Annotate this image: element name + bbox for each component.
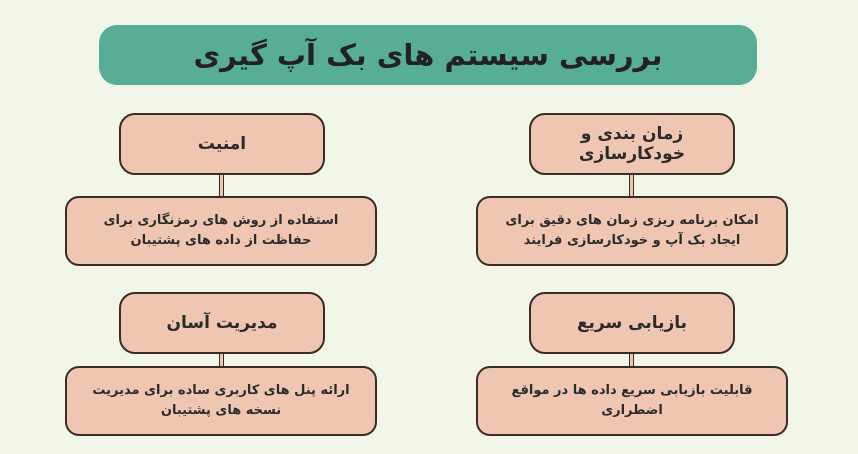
card-description-text: قابلیت بازیابی سریع داده ها در مواقع اضطراری: [511, 382, 753, 418]
card-description-text: ارائه پنل های کاربری ساده برای مدیریت نسخه های پشتیبان: [92, 382, 350, 418]
card-heading-scheduling: [529, 113, 735, 175]
card-description-text: امکان برنامه ریزی زمان های دقیق برای ایجاد بک آپ و خودکارسازی فرایند: [505, 212, 759, 248]
page-title: بررسی سیستم های بک آپ گیری: [193, 38, 663, 72]
card-heading-label: زمان بندی و خودکارسازی: [578, 124, 686, 164]
card-heading-management: [119, 292, 325, 354]
card-heading-label: بازیابی سریع: [576, 313, 688, 333]
connector: [629, 175, 634, 196]
card-heading-security: [119, 113, 325, 175]
connector: [629, 354, 634, 366]
card-description-security: [65, 196, 377, 266]
card-description-text: استفاده از روش های رمزنگاری برای حفاظت از داده های پشتیبان: [103, 212, 339, 248]
card-description-recovery: [476, 366, 788, 436]
card-description-management: [65, 366, 377, 436]
card-heading-label: امنیت: [197, 134, 247, 154]
title-banner: [99, 25, 757, 85]
card-heading-label: مدیریت آسان: [166, 313, 278, 333]
connector: [219, 175, 224, 196]
connector: [219, 354, 224, 366]
card-heading-recovery: [529, 292, 735, 354]
card-description-scheduling: [476, 196, 788, 266]
